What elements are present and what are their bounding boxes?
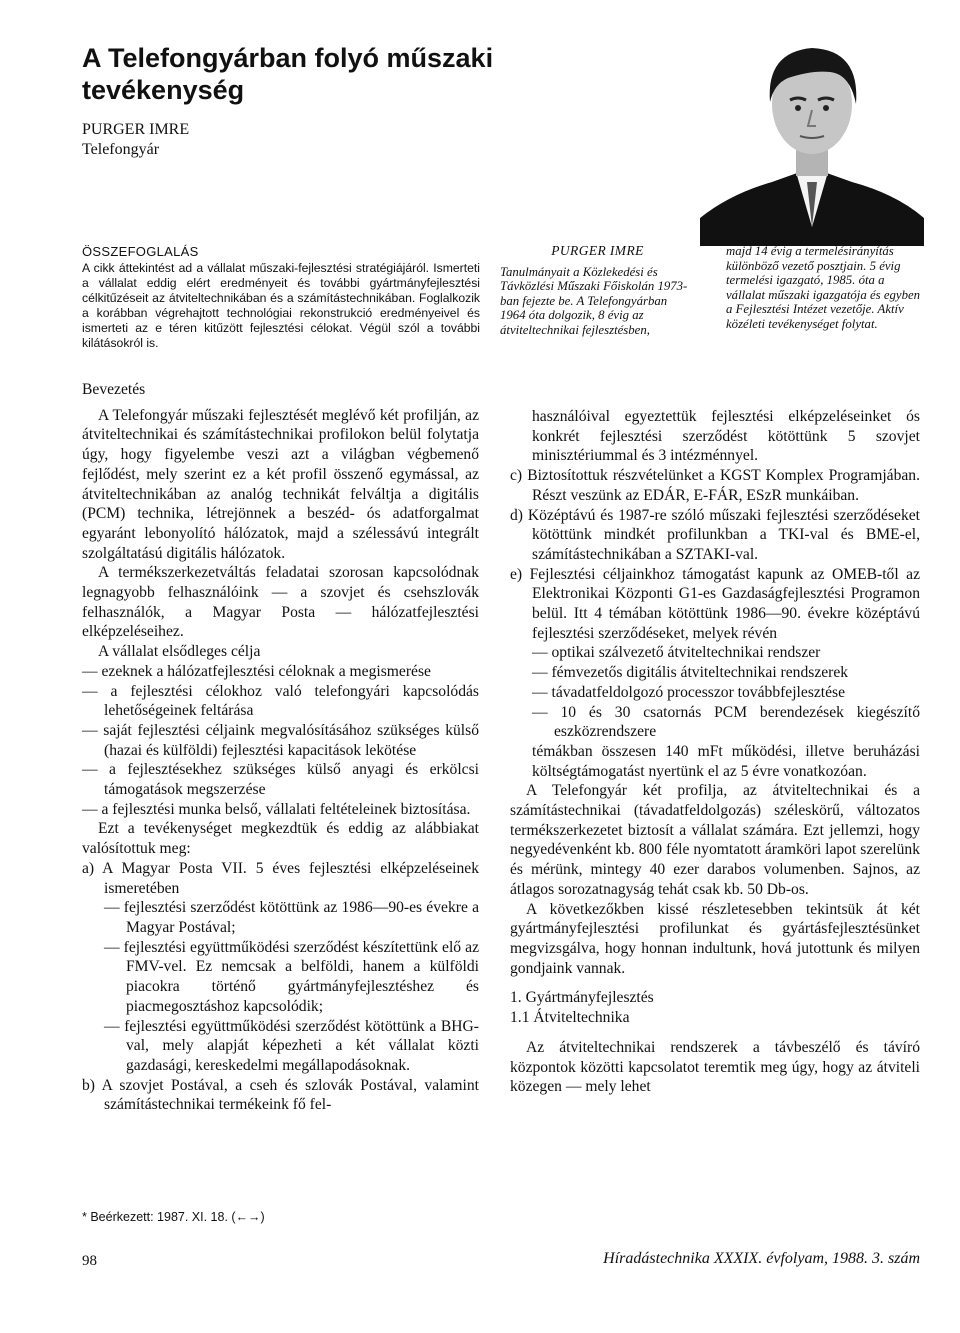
received-footnote: * Beérkezett: 1987. XI. 18. (←→) (82, 1210, 265, 1224)
paragraph: A következőkben kissé részletesebben tekintsük át két gyártmányfejlesztési profilunkat és gyártásfejlesztésünket megvizsgálva, hogy honnan indultunk, hová jutottunk és milyen gondjaink vannak. (510, 900, 920, 977)
author-affiliation: Telefongyár (82, 141, 160, 158)
list-item-b: b) A szovjet Postával, a cseh és szlovák Postával, valamint számítástechnikai termékeink fő fel- (82, 1076, 479, 1114)
paragraph: használóival egyeztettük fejlesztési elképzeléseinket ós konkrét fejlesztési szerződést kötöttünk 5 szovjet minisztériummal és 3 intézménnyel. (532, 408, 920, 465)
list-item: — saját fejlesztési céljaink megvalósításához szükséges külső (hazai és külföldi) fejlesztési kapacitások lekötése (82, 721, 479, 759)
paragraph: Ezt a tevékenységet megkezdtük és eddig az alábbiakat valósítottuk meg: (82, 820, 479, 858)
author-bio-part2 (726, 244, 922, 332)
list-item-d: d) Középtávú és 1987-re szóló műszaki fejlesztési szerződéseket kötöttünk mindkét profilunkban a TKI-val és BME-el, számítástechnikában a SZTAKI-val. (510, 506, 920, 563)
paragraph: A vállalat elsődleges célja (98, 643, 261, 661)
sub-list-item: — fejlesztési együttműködési szerződést készítettünk elő az FMV-vel. Ez nemcsak a belföldi, hanem a külföldi piacokra történő gyártmányfejlesztéshez és piacmegosztáshoz kapcsolódik; (104, 938, 479, 1015)
author-name: PURGER IMRE (82, 121, 190, 138)
bio-text-2: majd 14 évig a termelésirányítás különböző vezető posztjain. 5 évig termelési igazgató, 1985. óta a vállalat műszaki igazgatója és egyben a Fejlesztési Intézet vezetője. Aktív közéleti tevékenységet folytat. (726, 244, 921, 331)
list-item-c: c) Biztosítottuk részvételünket a KGST Komplex Programjában. Részt veszünk az EDÁR, E-FÁR, ESzR munkáiban. (510, 467, 920, 504)
journal-footer: Híradástechnika XXXIX. évfolyam, 1988. 3. szám (603, 1250, 920, 1267)
list-item: — a fejlesztésekhez szükséges külső anyagi és erkölcsi támogatások megszerzése (82, 761, 479, 799)
left-column (82, 380, 479, 1115)
section-heading-1-1: 1.1 Átviteltechnika (510, 1009, 630, 1027)
author-photo (700, 22, 924, 246)
right-column (510, 407, 920, 1097)
list-item: — a fejlesztési célokhoz való telefongyári kapcsolódás lehetőségeinek feltárása (82, 682, 479, 720)
sub-list-item: — fémvezetős digitális átviteltechnikai rendszerek (532, 664, 849, 682)
summary-heading: ÖSSZEFOGLALÁS (82, 244, 199, 259)
sub-list-item: — fejlesztési együttműködési szerződést kötöttünk a BHG-val, mely alapját képezheti a két vállalat közti gazdasági, kereskedelmi megállapodásoknak. (104, 1017, 479, 1074)
page-number: 98 (82, 1253, 97, 1269)
sub-list-item: — távadatfeldolgozó processzor továbbfejlesztése (532, 683, 846, 701)
list-item-a: a) A Magyar Posta VII. 5 éves fejlesztési elképzeléseinek ismeretében (82, 859, 479, 897)
section-heading-1: 1. Gyártmányfejlesztés (510, 989, 654, 1007)
bio-text-1: Tanulmányait a Közlekedési és Távközlési Műszaki Főiskolán 1973-ban fejezte be. A Telefongyárban 1964 óta dolgozik, 8 évig az átviteltechnikai fejlesztésben, (500, 264, 688, 337)
paragraph: A Telefongyár műszaki fejlesztését meglévő két profilján, az átviteltechnikai és számítástechnikai profilokon belül folytatja úgy, hogy figyelembe veszi azt a világban végbemenő fejlődést, mely szerint ez a két profil összenő egymással, az átviteltechnikában az analóg technikát felváltja a digitális (PCM) technika, létrejönnek a beszéd- ós adatforgalmat egyaránt lebonyolító hálózatok, majd a szélessávú integrált szolgáltatású digitális hálózatok. (82, 406, 479, 562)
paragraph: témákban összesen 140 mFt működési, illetve beruházási költségtámogatást nyertünk el az 5 évre vonatkozóan. (532, 742, 920, 780)
author-bio-part1 (500, 244, 695, 338)
list-item-e: e) Fejlesztési céljainkhoz támogatást kapunk az OMEB-től az Elektronikai Központi G1-es Gazdaságfejlesztési Programon belül. Itt 4 témában kötöttünk 1986—90. évekre középtávú fejlesztési szerződéseket, melyek révén (510, 565, 920, 642)
list-item: — ezeknek a hálózatfejlesztési céloknak a megismerése (82, 662, 431, 680)
paragraph: Az átviteltechnikai rendszerek a távbeszélő és távíró központok közötti kapcsolatot teremtik meg úgy, hogy az átviteli közegen — mely lehet (510, 1038, 920, 1096)
portrait-image (700, 22, 924, 246)
list-item: — a fejlesztési munka belső, vállalati feltételeinek biztosítása. (82, 800, 471, 818)
sub-list-item: — fejlesztési szerződést kötöttünk az 1986—90-es évekre a Magyar Postával; (104, 899, 479, 936)
sub-list-item: — optikai szálvezető átviteltechnikai rendszer (532, 644, 821, 662)
summary-text: A cikk áttekintést ad a vállalat műszaki-fejlesztési stratégiájáról. Ismerteti a vállalat eddig elért eredményeit és további gyártmányfejlesztési célkitűzéseit az átviteltechnikában és a számítástechnikában. Foglalkozik a korábban végrehajtott technológiai rekonstrukció eredményeivel és ismerteti az e téren kitűzött fejlesztési célokat. Végül szól a további kilátásokról is. (82, 261, 480, 350)
summary-block (82, 244, 480, 351)
sub-list-item: — 10 és 30 csatornás PCM berendezések kiegészítő eszközrendszere (532, 703, 920, 741)
paragraph: A Telefongyár két profilja, az átviteltechnikai és a számítástechnikai (távadatfeldolgozás) széleskörű, változatos termékszerkezetet biztosít a vállalat számára. Ezt jellemzi, hogy negyedévenként kb. 800 féle nyomtatott áramköri lapot szerelünk és mérünk, mintegy 40 ezer darabos volumenben. Sajnos, az átlagos sorozatnagyság tehát csak kb. 50 Db-os. (510, 782, 920, 898)
article-title: A Telefongyárban folyó műszaki tevékenység (82, 43, 494, 105)
paragraph: A termékszerkezetváltás feladatai szorosan kapcsolódnak legnagyobb felhasználóink — a szovjet és csehszlovák felhasználók, a Magyar Posta — hálózatfejlesztési elképzeléseihez. (82, 564, 479, 641)
section-heading-intro: Bevezetés (82, 381, 146, 398)
author-block (82, 120, 189, 160)
bio-author-name: PURGER IMRE (551, 243, 644, 258)
